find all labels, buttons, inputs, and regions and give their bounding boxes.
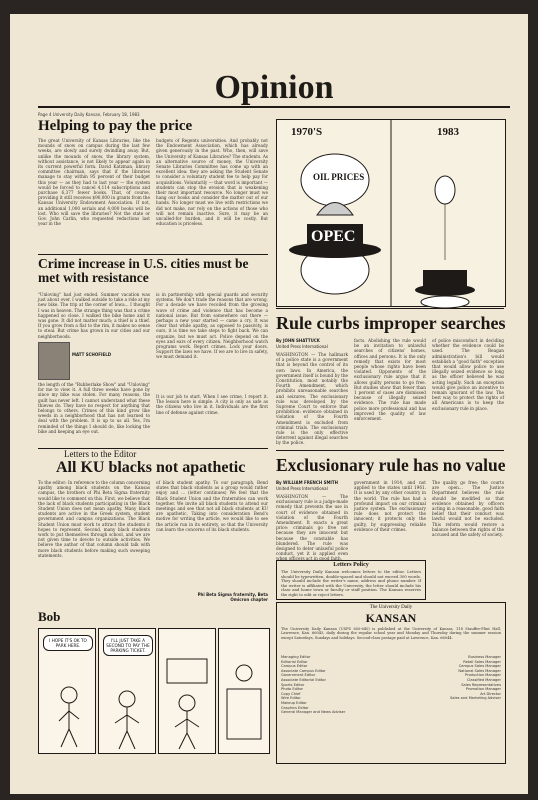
staff-title: Photo Editor [281, 687, 304, 692]
staff-title: General Manager and News Adviser [281, 710, 346, 715]
staff-title: Promotion Manager [465, 687, 501, 692]
editorial-2-headline: Rule curbs improper searches [276, 313, 506, 333]
editorial-2-body-c: of police misconduct in deciding whether the evidence could be used. The Reagan administration's bill would establish a "good faith" exception that would allow police to use illegally seized evidence so long as the officer believed he was acting legally. Such an exception would give police an incentive to remain ignorant of the law. The best way to protect the rights of all Americans is to keep the exclusionary rule in place. [432, 338, 504, 411]
staff-title: Managing Editor [281, 655, 311, 659]
letters-policy-title: Letters Policy [333, 562, 369, 568]
comic-panel-2 [98, 628, 156, 754]
masthead-rule [38, 106, 510, 108]
staff-title: Campus Editor [281, 664, 308, 669]
comic-panel-3 [158, 628, 216, 754]
editorial-2-byline: By JOHN SHATTUCK [276, 338, 320, 343]
staff-title: Production Manager [464, 673, 501, 678]
staff-left-list [281, 655, 387, 715]
editorial-1-headline: Helping to pay the price [38, 118, 193, 134]
staff-right-list [395, 655, 501, 701]
folio-line: Page 4 University Daily Kansan, February 18, 1983 [38, 112, 140, 117]
column-1-body: "Unloving" had just ended. Summer vacation was just about over. I walked outside to take a ride at my new bike. The trip at the corner of Iowa... I thought I was in heaven. The strange thing was that a crime happened so close. I walked the bike home and it was gone. It did not matter much; a thief is a thief. If you grow from a flat to the rim, it makes no sense to steal. But crime has grown in our cities and our neighborhoods. [38, 292, 151, 339]
divider [276, 308, 504, 309]
comic-panel-4 [218, 628, 270, 754]
staff-title: Graphics Editor [281, 705, 309, 710]
newspaper-page [10, 14, 528, 794]
staff-title: Business Manager [468, 655, 501, 659]
staff-title: Wire Editor [281, 696, 301, 701]
letters-policy-body: The University Daily Kansan welcomes letters to the editor. Letters should be typewritten, double-spaced and should not exceed 300 words. They should include the writer's name, address and phone number. If the writer is affiliated with the University, the letter should include his class and home town or faculty or staff position. The Kansan reserves the right to edit or reject letters. [281, 569, 421, 597]
cartoon-year-left: 1970'S [291, 126, 323, 138]
staff-title: Government Editor [281, 673, 316, 678]
staff-title: Sales Representatives [461, 682, 501, 687]
comic-bubble-1: I HOPE IT'S OK TO PARK HERE. [43, 635, 93, 651]
letters-body: To the editor: In reference to the column concerning apathy among black students on the Kansas campus, the brothers of Phi Beta Sigma fraternity would like to comment on this. First, we believe that the lack of black students participating in the Black Student Union does not mean apathy. Many black students are active in the Greek system, student government and campus organizations. The Black Student Union must work to attract the students it hopes to represent. Second, many black students work to put themselves through school, and we are not given time to devote to outside activities. We believe the author of that column should talk with more black students before making such sweeping statements. [38, 480, 150, 558]
staff-intro: The University Daily Kansan (USPS 650-640) is published at the University of Kansas, 118 Stauffer-Flint Hall, Lawrence, Kan. 66045, daily during the regular school year and Monday and Thursday during the summer session except Saturdays, Sundays and holidays. Second-class postage paid at Lawrence, Kan. 66044. [281, 627, 501, 640]
editorial-3-body-b: government in 1914, and not applied to the states until 1961. It is used by any other country in the world. The rule has had a profound impact on our criminal justice system. The exclusionary rule does not protect the innocent; it protects only the guilty, by suppressing reliable evidence of their crimes. [354, 480, 426, 532]
letters-heading: Letters to the Editor [64, 449, 137, 459]
staff-title: Sales and Marketing Adviser [449, 696, 501, 701]
staff-title: Associate Editorial Editor [281, 677, 326, 682]
comic-bubble-2: I'LL JUST TAKE A SECOND TO PAY THE PARKING TICKET. [103, 635, 153, 656]
masthead [38, 70, 510, 106]
page-title: Opinion [214, 69, 334, 106]
editorial-3-headline: Exclusionary rule has no value [276, 455, 506, 475]
comic-figure [159, 629, 215, 753]
editorial-3-body-a: WASHINGTON — The exclusionary rule is a judge-made remedy that prevents the use in court of evidence obtained in violation of the Fourth Amendment. It exacts a great price: criminals go free not because they are innocent but because the constable has blundered. The rule was designed to deter unlawful police conduct, yet it is applied even when officers act in good faith. [276, 494, 348, 562]
staff-title: Sports Editor [281, 682, 305, 687]
cartoon-year-right: 1983 [437, 126, 459, 138]
column-1-body-2: the length of the "Rubberlake Show" and "Unloving" for me to view it. A full three weeks have gone by since my bike was stolen. For many reasons, the guilt has never left. I cannot understand what these thieves do. They have no respect for anything that belongs to others. Crimes of this kind grow like weeds in a neighborhood that has not learned to deal with the problem. It is up to us all. Yes, I'm reminded of the things I should do, like locking the bike and keeping an eye out. [38, 382, 150, 434]
flag-top: The University Daily [369, 605, 413, 610]
oil-cartoon-drawing [277, 120, 505, 306]
letters-policy-box [276, 560, 426, 600]
staff-title: Editorial Editor [281, 659, 308, 664]
cartoon-hat-label: OPEC [311, 228, 356, 245]
staff-title: Copy Chief [281, 691, 301, 696]
divider [276, 450, 504, 451]
staff-title: Retail Sales Manager [463, 659, 501, 664]
columnist-photo [38, 342, 70, 380]
flag-name: KANSAN [365, 611, 417, 625]
staff-box [276, 602, 506, 764]
staff-title: Campus Sales Manager [458, 664, 501, 669]
staff-title: Art Director [480, 691, 501, 696]
staff-title: National Sales Manager [458, 668, 501, 673]
editorial-3-body-c: The quality go free; the courts are open... The Justice Department believes the rule should be modified so that evidence obtained by officers acting in a reasonable, good faith belief that their conduct was lawful would not be excluded. This reform would restore a balance between the rights of the accused and the safety of society. [432, 480, 504, 538]
comic-figure [219, 629, 269, 753]
editorial-1-body-left: The great University of Kansas Libraries, like the mounds of snow on campus during the last few weeks, are slowly and surely dwindling away. But, unlike the mounds of snow, the library system, without assistance, is not likely to appear again in its current powerful form. David Katzman, library committee chairman, says that if the libraries manage to stay within 95 percent of their budget this year — as they had to last year — the system would be forced to cancel 4,114 subscriptions and purchase 6,377 fewer books. That, of course, providing it still receives $90,000 in grants from the Kansas University Endowment Association. If not, an additional 1,000 serials and 4,000 books will be lost. Who will save the libraries? Not the state or Gov. John Carlin, who requested reductions last year in the [38, 138, 150, 227]
staff-title: Makeup Editor [281, 700, 307, 705]
cartoon-banner: OIL PRICES [313, 172, 365, 182]
staff-title: Associate Campus Editor [281, 668, 326, 673]
editorial-1-body-right: budgets of Regents universities. And probably not the Endowment Association, which has already given generously in the past. Who, then, will save the University of Kansas Libraries? The students. As an alternative source of money, the University Senate Libraries Committee has come up with an excellent idea: they are asking the Student Senate to consider a voluntary student fee to help pay for acquisitions. Voluntarily — that word is important — students can stop the erosion that is weakening their most important resource. No longer must we hang our books and consider the matter out of our hands. No longer must we live with restrictions we did not make, nor rely on the actions of those who will not remain inactive. Sure, it may be an uncalled-for burden, and it will be costly. But education is priceless. [156, 138, 268, 227]
editorial-3-byline-sub: United Press International [276, 486, 328, 491]
editorial-2-byline-sub: United Press International [276, 344, 328, 349]
editorial-3-byline: By WILLIAM FRENCH SMITH [276, 480, 338, 485]
letters-body-2: of black student apathy. To our paragraph, Bend states that black students as a group would rather enjoy and ... (letter continues) We feel that the Black Student Union and the fraternities can work together. We invite all black students to attend our meetings and see that not all black students at KU are apathetic. Taking into consideration Bend's motive for writing the article, we would like to see the article run in its entirety, so that the University can learn the concerns of its black students. [156, 480, 268, 532]
oil-cartoon [276, 119, 506, 307]
comic-title: Bob [38, 609, 61, 624]
comic-panel-1 [38, 628, 96, 754]
letters-signature: Phi Beta Sigma fraternity, Beta Omicron chapter [197, 592, 268, 602]
staff-title: Classified Manager [466, 677, 501, 682]
column-1-body-4: It is our job to start. When I see crime, I report it. The lesson here is simple. A city is only as safe as the citizens who live in it. Individuals are the first line of defense against crime. [156, 394, 268, 415]
divider [38, 254, 268, 255]
letters-headline: All KU blacks not apathetic [56, 459, 246, 476]
editorial-2-body-a: WASHINGTON — The hallmark of a police state is a government that is beyond the control of its own laws. In America, the government itself is bound by the Constitution, most notably the Fourth Amendment, which prohibits unreasonable searches and seizures. The exclusionary rule was developed by the Supreme Court to enforce that prohibition: evidence obtained in violation of the Fourth Amendment is excluded from criminal trials. The exclusionary rule is the only effective deterrent against illegal searches by the police. [276, 352, 348, 446]
column-1-headline: Crime increase in U.S. cities must be met with resistance [38, 256, 249, 286]
editorial-2-body-b: facts. Abolishing the rule would be an invitation to unlawful searches of citizens' homes, offices and persons. It is the only remedy that exists for most people whose rights have been violated. Opponents of the exclusionary rule argue that it allows guilty persons to go free. But studies show that fewer than 1 percent of cases are dismissed because of illegally seized evidence. The rule has made police more professional and has improved the quality of law enforcement. [354, 338, 426, 422]
column-1-body-3: is in partnership with special guards and security systems. We don't trade the reasons that are wrong. For a decade we have recoiled from the growing wave of crime and violence that has become a national issue. But from somewhere out there — perhaps a new year started — came a cry. It was clear that while apathy, as opposed to passivity, is ours, it is time we take steps to fight back. We can organize, but we must act. Police depend on the eyes and ears of every citizen. Neighborhood watch programs work. Report crimes. Lock your doors. Support the laws we have. If we are to live in safety, we must demand it. [156, 292, 268, 360]
column-1-byline: MATT SCHOFIELD [72, 352, 112, 357]
